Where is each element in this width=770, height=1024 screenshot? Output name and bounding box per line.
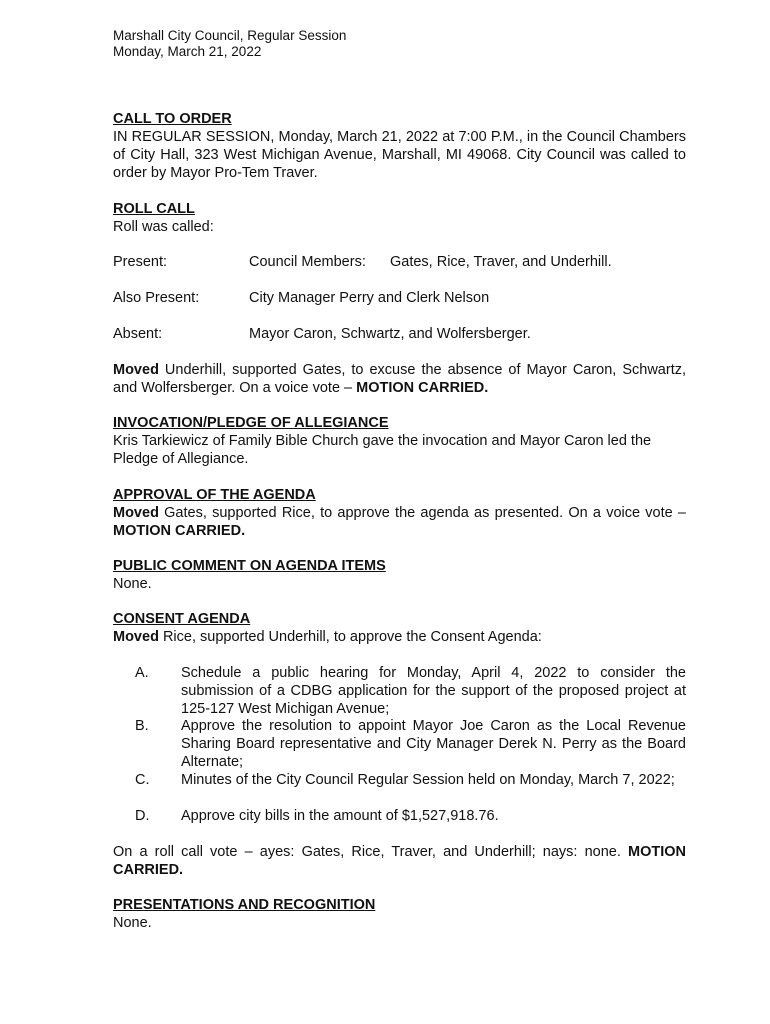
consent-item-text: Approve city bills in the amount of $1,527,918.76. <box>181 808 499 824</box>
roll-also-present-row <box>113 289 686 307</box>
motion-text: Gates, supported Rice, to approve the agenda as presented. On a voice vote – <box>158 505 686 521</box>
also-present-label: Also Present: <box>113 290 200 306</box>
motion-result: MOTION CARRIED. <box>356 380 489 396</box>
present-label: Present: <box>113 254 167 270</box>
invocation-text: Kris Tarkiewicz of Family Bible Church gave the invocation and Mayor Caron led the Pledge of Allegiance. <box>113 433 652 467</box>
consent-item-letter: B. <box>135 718 149 734</box>
consent-motion <box>113 628 686 646</box>
section-approval-agenda <box>113 486 686 540</box>
heading-presentations: PRESENTATIONS AND RECOGNITION <box>113 897 376 913</box>
motion-text: Underhill, supported Gates, to excuse the absence of Mayor Caron, Schwartz, and Wolfersberger. On a voice vote – <box>113 362 686 396</box>
heading-consent-agenda: CONSENT AGENDA <box>113 611 251 627</box>
consent-item-letter: C. <box>135 772 150 788</box>
public-comment-text: None. <box>113 576 152 592</box>
section-consent-agenda <box>113 610 686 646</box>
header-session-title: Marshall City Council, Regular Session <box>113 28 347 43</box>
section-invocation <box>113 414 686 468</box>
header-session-date: Monday, March 21, 2022 <box>113 44 262 59</box>
consent-item-text: Approve the resolution to appoint Mayor Joe Caron as the Local Revenue Sharing Board representative and City Manager Derek N. Perry as the Board Alternate; <box>181 718 686 770</box>
absent-label: Absent: <box>113 326 163 342</box>
roll-present-row <box>113 253 686 271</box>
consent-item-text: Minutes of the City Council Regular Session held on Monday, March 7, 2022; <box>181 772 675 788</box>
roll-absent-row <box>113 325 686 343</box>
section-presentations <box>113 896 686 932</box>
section-roll-call <box>113 200 686 236</box>
roll-call-motion <box>113 361 686 397</box>
absent-value: Mayor Caron, Schwartz, and Wolfersberger. <box>249 326 531 342</box>
vote-result: MOTION CARRIED. <box>113 844 686 878</box>
also-present-value: City Manager Perry and Clerk Nelson <box>249 290 490 306</box>
agenda-motion <box>113 504 686 540</box>
heading-call-to-order: CALL TO ORDER <box>113 111 232 127</box>
heading-roll-call: ROLL CALL <box>113 201 195 217</box>
consent-item-letter: A. <box>135 665 149 681</box>
heading-public-comment: PUBLIC COMMENT ON AGENDA ITEMS <box>113 558 386 574</box>
heading-invocation: INVOCATION/PLEDGE OF ALLEGIANCE <box>113 415 389 431</box>
vote-text: On a roll call vote – ayes: Gates, Rice, Traver, and Underhill; nays: none. <box>113 844 628 860</box>
motion-lead: Moved <box>113 629 159 645</box>
consent-item-text: Schedule a public hearing for Monday, April 4, 2022 to consider the submission of a CDBG application for the support of the proposed project at 125-127 West Michigan Avenue; <box>181 665 686 717</box>
motion-lead: Moved <box>113 505 159 521</box>
roll-call-intro: Roll was called: <box>113 219 214 235</box>
consent-item-letter: D. <box>135 808 150 824</box>
presentations-text: None. <box>113 915 152 931</box>
section-public-comment <box>113 557 686 593</box>
section-call-to-order <box>113 110 686 182</box>
document-header <box>113 28 686 60</box>
consent-vote <box>113 843 686 879</box>
present-group: Council Members: <box>249 254 366 270</box>
motion-text: Rice, supported Underhill, to approve the Consent Agenda: <box>158 629 542 645</box>
motion-result: MOTION CARRIED. <box>113 523 246 539</box>
motion-lead: Moved <box>113 362 159 378</box>
call-to-order-text: IN REGULAR SESSION, Monday, March 21, 2022 at 7:00 P.M., in the Council Chambers of City Hall, 323 West Michigan Avenue, Marshall, MI 49068. City Council was called to order by Mayor Pro-Tem Traver. <box>113 129 686 181</box>
present-names: Gates, Rice, Traver, and Underhill. <box>390 254 612 270</box>
heading-approval-agenda: APPROVAL OF THE AGENDA <box>113 487 316 503</box>
